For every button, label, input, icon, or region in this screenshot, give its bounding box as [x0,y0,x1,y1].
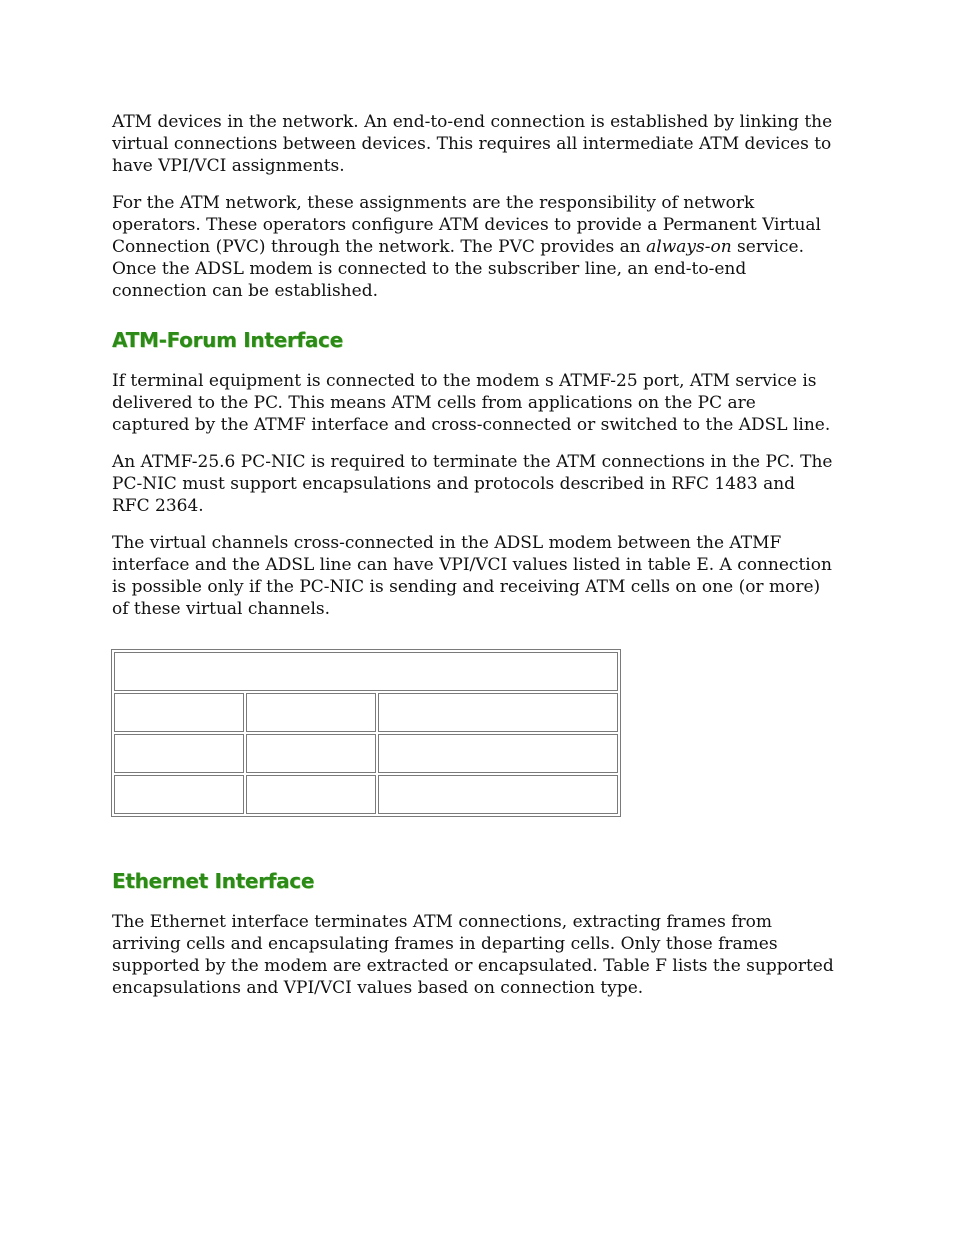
table-cell [246,775,376,814]
always-on-emphasis: always-on [646,237,732,257]
ethernet-paragraph: The Ethernet interface terminates ATM connections, extracting frames from arriving cells and encapsulating frames in departing cells. Only those frames supported by the modem are extracted or encapsulated. Table F lists the supported encapsulations and VPI/VCI values based on connection type. [112,912,834,998]
intro-paragraph: ATM devices in the network. An end-to-end connection is established by linking the virtual connections between devices. This requires all intermediate ATM devices to have VPI/VCI assignments. [112,112,833,176]
pvc-text-start: For the ATM network, these assignments are the responsibility of network operators. These operators configure ATM devices to provide a Permanent Virtual Connection (PVC) through the network. The PVC provides an [112,193,821,257]
table-title-cell [114,652,618,691]
table-cell [114,693,244,732]
atmf-paragraph-1: If terminal equipment is connected to the modem s ATMF-25 port, ATM service is delivered to the PC. This means ATM cells from applications on the PC are captured by the ATMF interface and cross-connected or switched to the ADSL line. [112,371,831,435]
table-cell [246,693,376,732]
ethernet-heading: Ethernet Interface [112,869,315,893]
pvc-text-end: service. Once the ADSL modem is connected to the subscriber line, an end-to-end connection can be established. [112,237,804,301]
table-e [111,649,621,817]
table-cell [378,693,618,732]
table-cell [246,734,376,773]
table-cell [114,734,244,773]
table-cell [378,734,618,773]
atm-forum-heading: ATM-Forum Interface [112,328,343,352]
atmf-paragraph-3: The virtual channels cross-connected in the ADSL modem between the ATMF interface and the ADSL line can have VPI/VCI values listed in table E. A connection is possible only if the PC-NIC is sending and receiving ATM cells on one (or more) of these virtual channels. [112,533,832,619]
table-row [114,775,618,814]
table-cell [378,775,618,814]
table-row [114,734,618,773]
pvc-paragraph [112,192,834,302]
document-page [112,111,834,1014]
table-title-row [114,652,618,691]
table-row [114,693,618,732]
atmf-paragraph-2: An ATMF-25.6 PC-NIC is required to terminate the ATM connections in the PC. The PC-NIC must support encapsulations and protocols described in RFC 1483 and RFC 2364. [112,452,833,516]
table-cell [114,775,244,814]
